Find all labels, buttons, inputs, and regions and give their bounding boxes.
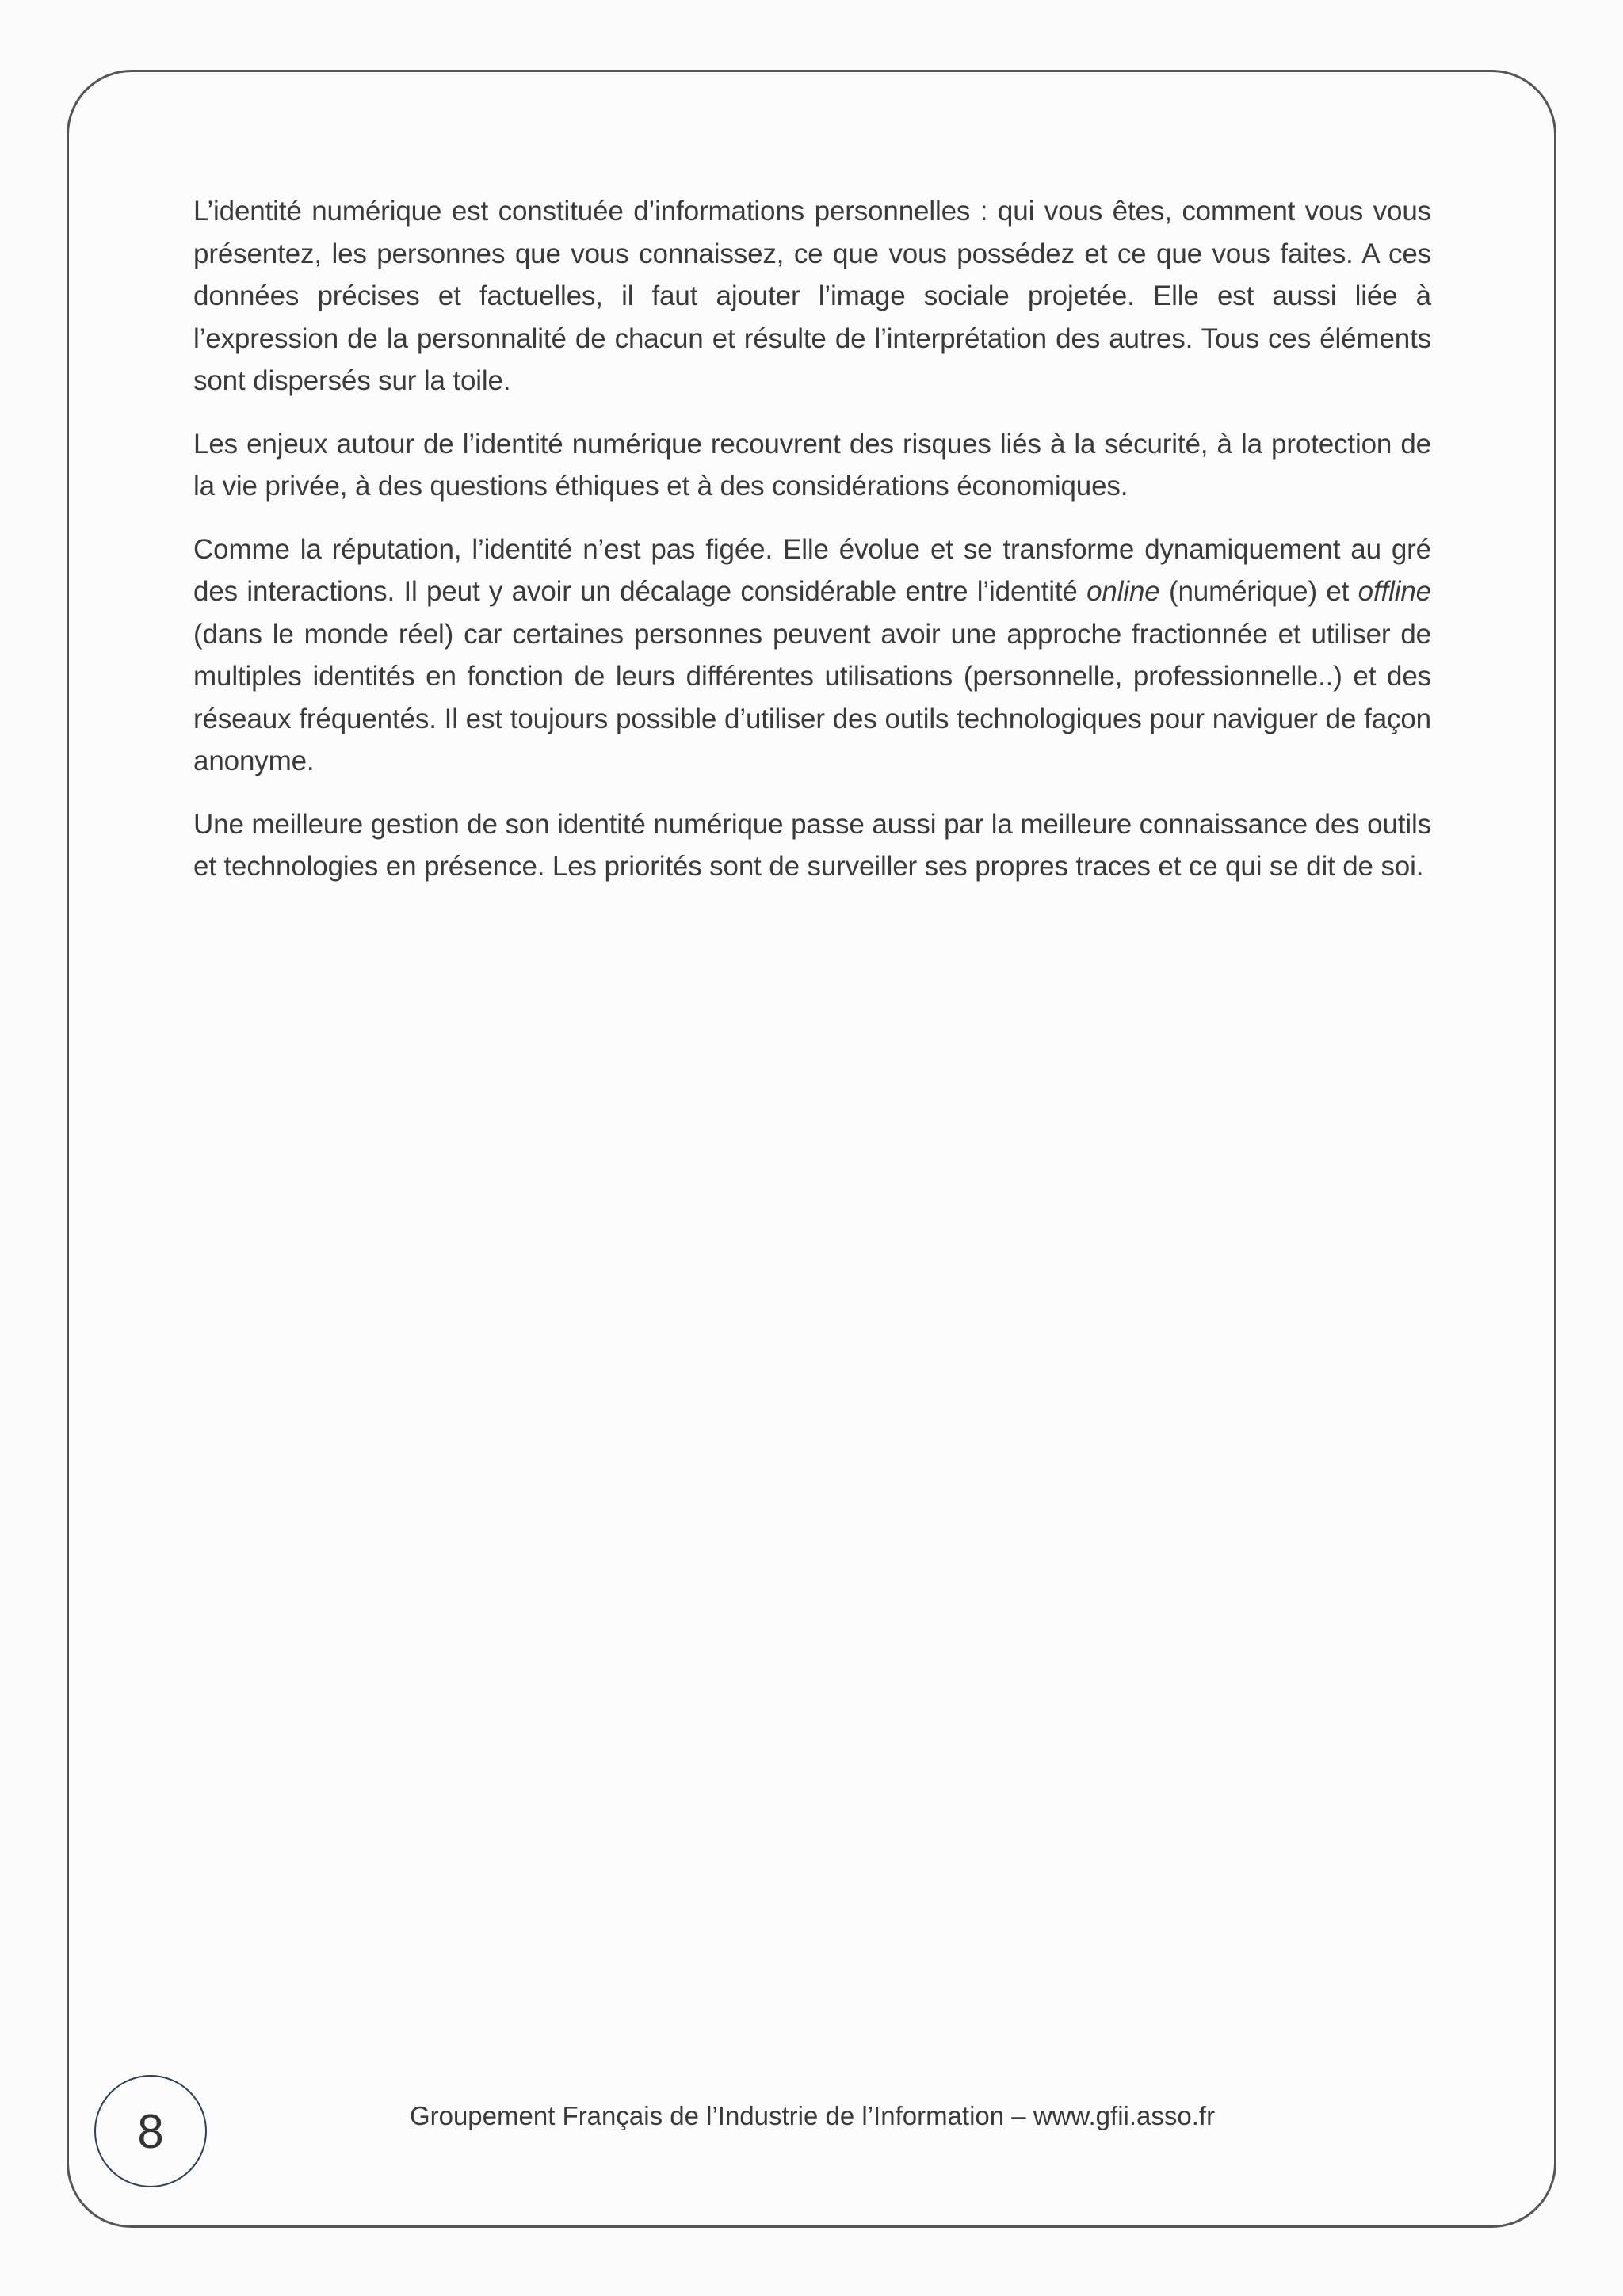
paragraph xyxy=(193,528,1431,783)
italic-term-offline: offline xyxy=(1358,576,1431,607)
paragraph xyxy=(193,423,1431,508)
paragraph-text: L’identité numérique est constituée d’informations personnelles : qui vous êtes, comment vous vous présentez, les personnes que vous connaissez, ce que vous possédez et ce que vous faites. A ces données précises et factuelles, il faut ajouter l’image sociale projetée. Elle est aussi liée à l’expression de la personnalité de chacun et résulte de l’interprétation des autres. Tous ces éléments sont dispersés sur la toile. xyxy=(193,196,1431,396)
paragraph xyxy=(193,803,1431,888)
paragraph-text: (numérique) et xyxy=(1159,576,1358,607)
paragraph-text: Une meilleure gestion de son identité numérique passe aussi par la meilleure connaissance des outils et technologies en présence. Les priorités sont de surveiller ses propres traces et ce qui se dit de soi. xyxy=(193,808,1431,882)
italic-term-online: online xyxy=(1086,576,1160,607)
paragraph-text: (dans le monde réel) car certaines personnes peuvent avoir une approche fractionnée et utiliser de multiples identités en fonction de leurs différentes utilisations (personnelle, professionnelle..) et des réseaux fréquentés. Il est toujours possible d’utiliser des outils technologiques pour naviguer de façon anonyme. xyxy=(193,618,1431,776)
page-number: 8 xyxy=(94,2075,207,2187)
paragraph-text: Comme la réputation, l’identité n’est pas figée. Elle évolue et se transforme dynamiquement au gré des interactions. Il peut y avoir un décalage considérable entre l’identité xyxy=(193,533,1431,607)
footer-text: Groupement Français de l’Industrie de l’Information – www.gfii.asso.fr xyxy=(409,2101,1216,2130)
paragraph xyxy=(193,190,1431,402)
body-text xyxy=(193,190,1431,909)
paragraph-text: Les enjeux autour de l’identité numérique recouvrent des risques liés à la sécurité, à la protection de la vie privée, à des questions éthiques et à des considérations économiques. xyxy=(193,428,1431,502)
